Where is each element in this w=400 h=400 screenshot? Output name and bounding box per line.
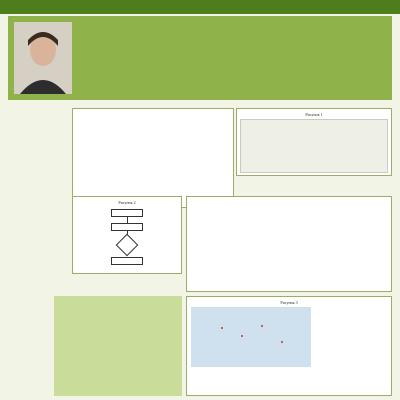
flow-start [111, 209, 143, 217]
map-marker [241, 335, 243, 337]
figure-2-box [72, 196, 182, 274]
map-marker [281, 341, 283, 343]
figure-2-caption [72, 276, 182, 288]
map-marker [261, 325, 263, 327]
figure-2-label: Рисунок 2 [118, 200, 136, 205]
map-marker [221, 327, 223, 329]
figure-3-box [186, 296, 392, 396]
flow-end [111, 257, 143, 265]
figure-1-label: Рисунок 1 [305, 112, 323, 117]
results-box [54, 296, 182, 396]
flow-decision [116, 234, 139, 257]
figure-3-caption [315, 307, 389, 367]
method-box [186, 196, 392, 292]
author-photo [14, 22, 72, 94]
figure-1-box [236, 108, 392, 176]
figure-3-label: Рисунок 3 [280, 300, 298, 305]
research-box [72, 108, 234, 208]
figure-1-screenshot [240, 119, 388, 173]
flow-step [111, 223, 143, 231]
figure-1-caption [236, 178, 392, 188]
header-text [80, 22, 386, 96]
top-band [0, 0, 400, 14]
map-screenshot [191, 307, 311, 367]
